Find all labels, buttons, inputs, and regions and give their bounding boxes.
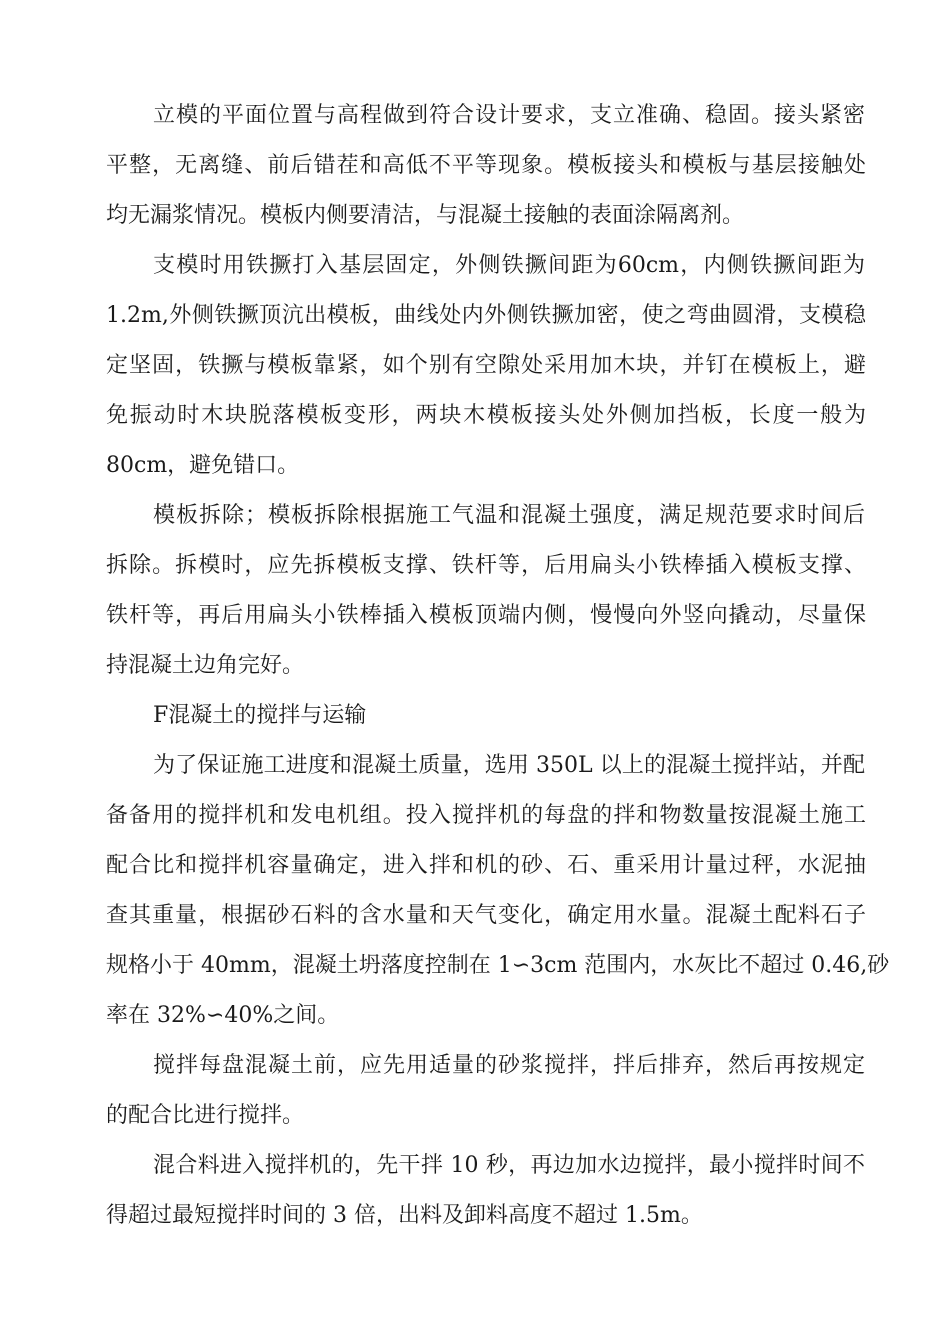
text-line: 查其重量，根据砂石料的含水量和天气变化，确定用水量。混凝土配料石子 xyxy=(106,903,866,928)
text-line: 为了保证施工进度和混凝土质量，选用 350L 以上的混凝土搅拌站，并配 xyxy=(153,753,865,778)
text-line: 持混凝土边角完好。 xyxy=(106,653,305,678)
section-heading: F混凝土的搅拌与运输 xyxy=(153,703,367,728)
text-line: 率在 32%∽40%之间。 xyxy=(106,1003,340,1028)
text-line: 免振动时木块脱落模板变形，两块木模板接头处外侧加挡板，长度一般为 xyxy=(106,403,866,428)
text-line: 支模时用铁撅打入基层固定，外侧铁撅间距为60cm，内侧铁撅间距为 xyxy=(153,253,865,278)
text-line: 平整，无离缝、前后错茬和高低不平等现象。模板接头和模板与基层接触处 xyxy=(106,153,866,178)
text-line: 配合比和搅拌机容量确定，进入拌和机的砂、石、重采用计量过秤，水泥抽 xyxy=(106,853,866,878)
text-line: 搅拌每盘混凝土前，应先用适量的砂浆搅拌，拌后排弃，然后再按规定 xyxy=(153,1053,865,1078)
text-line: 模板拆除；模板拆除根据施工气温和混凝土强度，满足规范要求时间后 xyxy=(153,503,865,528)
text-line: 拆除。拆模时，应先拆模板支撑、铁杆等，后用扁头小铁棒插入模板支撑、 xyxy=(106,553,866,578)
text-line: 规格小于 40mm，混凝土坍落度控制在 1∽3cm 范围内，水灰比不超过 0.46,砂 xyxy=(106,953,890,978)
text-line: 铁杆等，再后用扁头小铁棒插入模板顶端内侧，慢慢向外竖向撬动，尽量保 xyxy=(106,603,866,628)
text-line: 80cm，避免错口。 xyxy=(106,453,300,478)
text-line: 得超过最短搅拌时间的 3 倍，出料及卸料高度不超过 1.5m。 xyxy=(106,1203,703,1228)
text-line: 定坚固，铁撅与模板靠紧，如个别有空隙处采用加木块，并钉在模板上，避 xyxy=(106,353,866,378)
text-line: 1.2m,外侧铁撅顶沆出模板，曲线处内外侧铁撅加密，使之弯曲圆滑，支模稳 xyxy=(106,303,866,328)
text-line: 混合料进入搅拌机的，先干拌 10 秒，再边加水边搅拌，最小搅拌时间不 xyxy=(153,1153,865,1178)
text-line: 均无漏浆情况。模板内侧要清洁，与混凝土接触的表面涂隔离剂。 xyxy=(106,203,745,228)
text-line: 的配合比进行搅拌。 xyxy=(106,1103,305,1128)
text-line: 备备用的搅拌机和发电机组。投入搅拌机的每盘的拌和物数量按混凝土施工 xyxy=(106,803,866,828)
text-line: 立模的平面位置与高程做到符合设计要求，支立准确、稳固。接头紧密 xyxy=(153,103,865,128)
